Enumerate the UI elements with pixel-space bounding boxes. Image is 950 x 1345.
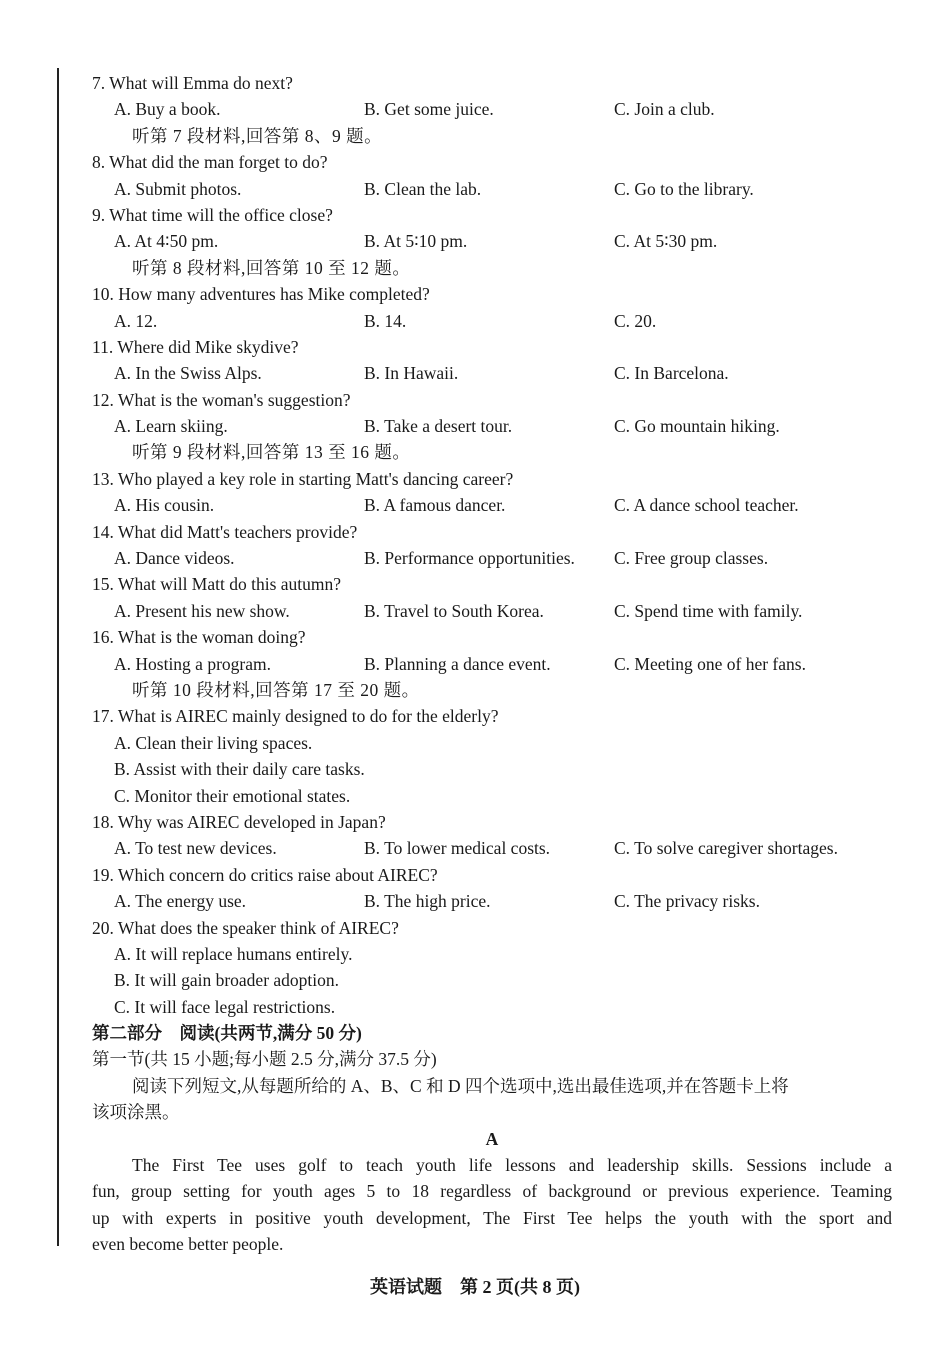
option-c: C. Meeting one of her fans. <box>614 653 806 674</box>
question-8-options <box>92 176 892 202</box>
question-10: 10. How many adventures has Mike completed? <box>92 284 430 305</box>
question-17-option-c <box>92 783 892 809</box>
option-a: A. His cousin. <box>114 495 215 516</box>
question-11-options <box>92 360 892 386</box>
option-b: B. Travel to South Korea. <box>364 600 544 621</box>
option-a: A. It will replace humans entirely. <box>114 943 353 964</box>
option-c: C. Go to the library. <box>614 178 754 199</box>
question-15: 15. What will Matt do this autumn? <box>92 574 342 595</box>
section-one-heading: 第一节(共 15 小题;每小题 2.5 分,满分 37.5 分) <box>92 1049 437 1070</box>
question-7-options <box>92 96 892 122</box>
option-c: C. It will face legal restrictions. <box>114 996 336 1017</box>
passage-line: fun, group setting for youth ages 5 to 18 regardless of background or previous experience. Teaming <box>92 1181 892 1202</box>
question-12-options <box>92 413 892 439</box>
question-9: 9. What time will the office close? <box>92 204 333 225</box>
question-15-options <box>92 598 892 624</box>
listening-instruction: 听第 8 段材料,回答第 10 至 12 题。 <box>132 257 411 278</box>
option-a: A. At 4∶50 pm. <box>114 231 219 252</box>
question-7: 7. What will Emma do next? <box>92 73 293 93</box>
option-c: C. Free group classes. <box>614 548 769 569</box>
option-c: C. The privacy risks. <box>614 891 760 912</box>
question-12: 12. What is the woman's suggestion? <box>92 389 351 410</box>
question-13-options <box>92 492 892 518</box>
passage-line: even become better people. <box>92 1234 284 1255</box>
question-17-option-a <box>92 730 892 756</box>
question-10-options <box>92 308 892 334</box>
option-a: A. Present his new show. <box>114 600 290 621</box>
option-b: B. Performance opportunities. <box>364 548 575 569</box>
option-b: B. At 5∶10 pm. <box>364 231 468 252</box>
option-a: A. Dance videos. <box>114 548 235 569</box>
question-19-options <box>92 888 892 914</box>
reading-directions-continued: 该项涂黑。 <box>92 1102 180 1123</box>
option-b: B. Assist with their daily care tasks. <box>114 759 365 780</box>
binding-margin-rule <box>57 68 59 1246</box>
option-c: C. To solve caregiver shortages. <box>614 838 838 859</box>
option-a: A. 12. <box>114 310 158 331</box>
page-footer: 英语试题 第 2 页(共 8 页) <box>370 1277 580 1297</box>
passage-line: up with experts in positive youth development, The First Tee helps the youth with the sport and <box>92 1207 892 1228</box>
question-14-options <box>92 545 892 571</box>
option-c: C. 20. <box>614 310 657 331</box>
option-b: B. Planning a dance event. <box>364 653 551 674</box>
question-20-option-b <box>92 967 892 993</box>
question-18: 18. Why was AIREC developed in Japan? <box>92 811 386 832</box>
part-two-heading: 第二部分 阅读(共两节,满分 50 分) <box>92 1023 362 1044</box>
option-c: C. Monitor their emotional states. <box>114 785 351 806</box>
option-b: B. The high price. <box>364 891 491 912</box>
option-c: C. At 5∶30 pm. <box>614 231 718 252</box>
option-a: A. Clean their living spaces. <box>114 732 313 753</box>
option-b: B. Get some juice. <box>364 99 494 120</box>
option-b: B. 14. <box>364 310 407 331</box>
question-18-options <box>92 835 892 861</box>
option-b: B. In Hawaii. <box>364 363 459 384</box>
listening-instruction: 听第 9 段材料,回答第 13 至 16 题。 <box>132 442 411 463</box>
option-c: C. In Barcelona. <box>614 363 729 384</box>
option-b: B. To lower medical costs. <box>364 838 551 859</box>
option-b: B. Take a desert tour. <box>364 416 513 437</box>
question-17-option-b <box>92 756 892 782</box>
question-8: 8. What did the man forget to do? <box>92 152 328 173</box>
option-a: A. Learn skiing. <box>114 416 228 437</box>
question-9-options <box>92 228 892 254</box>
passage-label: A <box>485 1128 499 1149</box>
option-c: C. A dance school teacher. <box>614 495 799 516</box>
option-a: A. Submit photos. <box>114 178 242 199</box>
question-16-options <box>92 651 892 677</box>
option-c: C. Go mountain hiking. <box>614 416 780 437</box>
option-a: A. To test new devices. <box>114 838 277 859</box>
question-11: 11. Where did Mike skydive? <box>92 336 299 357</box>
option-a: A. The energy use. <box>114 891 247 912</box>
passage-line: The First Tee uses golf to teach youth life lessons and leadership skills. Sessions include a <box>132 1155 892 1176</box>
question-13: 13. Who played a key role in starting Matt's dancing career? <box>92 468 514 489</box>
question-16: 16. What is the woman doing? <box>92 627 306 648</box>
option-c: C. Spend time with family. <box>614 600 803 621</box>
option-b: B. It will gain broader adoption. <box>114 970 340 991</box>
question-20-option-c <box>92 994 892 1020</box>
option-a: A. Buy a book. <box>114 99 221 120</box>
question-20-option-a <box>92 941 892 967</box>
exam-page-content <box>92 70 892 1258</box>
question-19: 19. Which concern do critics raise about AIREC? <box>92 864 438 885</box>
reading-directions: 阅读下列短文,从每题所给的 A、B、C 和 D 四个选项中,选出最佳选项,并在答题卡上将 <box>132 1075 789 1096</box>
question-20: 20. What does the speaker think of AIREC? <box>92 917 399 938</box>
question-17: 17. What is AIREC mainly designed to do for the elderly? <box>92 706 499 727</box>
option-b: B. Clean the lab. <box>364 178 482 199</box>
question-14: 14. What did Matt's teachers provide? <box>92 521 358 542</box>
listening-instruction: 听第 7 段材料,回答第 8、9 题。 <box>132 125 383 146</box>
option-b: B. A famous dancer. <box>364 495 506 516</box>
option-a: A. In the Swiss Alps. <box>114 363 262 384</box>
option-a: A. Hosting a program. <box>114 653 271 674</box>
listening-instruction: 听第 10 段材料,回答第 17 至 20 题。 <box>132 679 420 700</box>
option-c: C. Join a club. <box>614 99 715 120</box>
